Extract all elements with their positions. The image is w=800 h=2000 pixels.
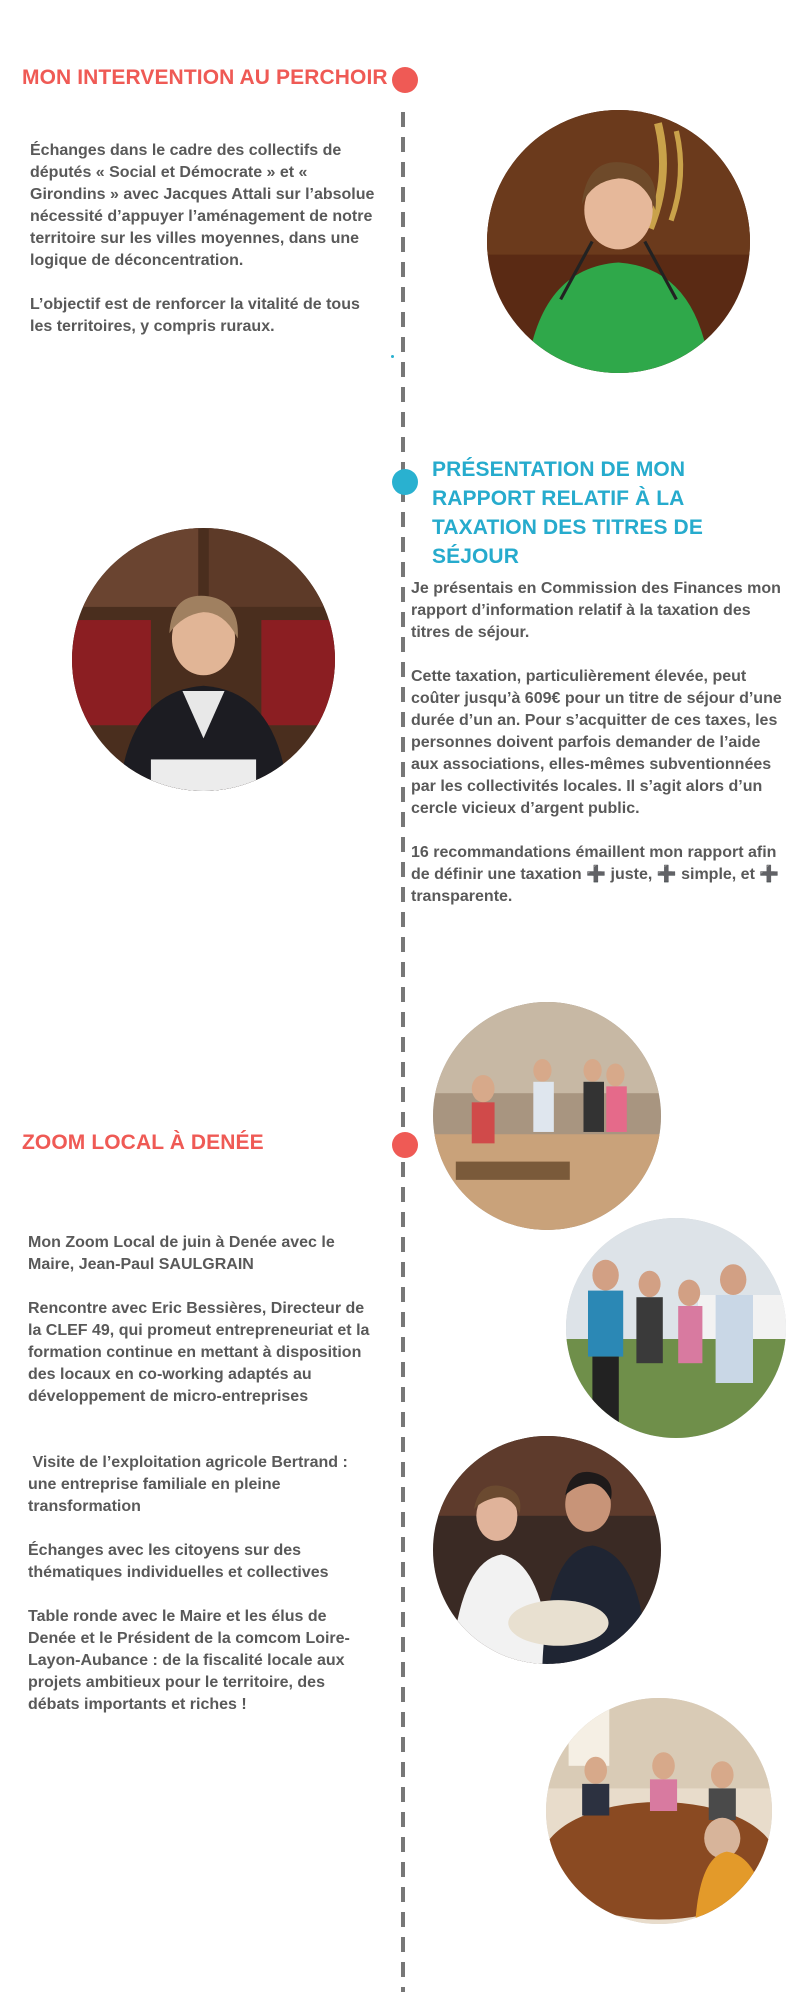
paragraph-rapport-3: 16 recommandations émaillent mon rapport afin de définir une taxation ➕ juste, ➕ simple, et ➕ transparente.: [411, 844, 780, 905]
paragraph-rapport-1: Je présentais en Commission des Finances mon rapport d’information relatif à la taxation des titres de séjour.: [411, 580, 781, 641]
paragraph-perchoir-2: L’objectif est de renforcer la vitalité de tous les territoires, y compris ruraux.: [30, 296, 360, 335]
section-title-perchoir: MON INTERVENTION AU PERCHOIR: [22, 66, 388, 89]
section-title-zoom: ZOOM LOCAL À DENÉE: [22, 1131, 264, 1154]
paragraph-zoom-4: Échanges avec les citoyens sur des thématiques individuelles et collectives: [28, 1542, 329, 1581]
photo-citizens-exchange: [433, 1436, 661, 1664]
paragraph-zoom-5: Table ronde avec le Maire et les élus de Denée et le Président de la comcom Loire-Layon-Aubance : de la fiscalité locale aux projets ambitieux pour le territoire, des débats importants et riches !: [28, 1608, 350, 1713]
timeline-dot-perchoir: [392, 67, 418, 93]
paragraph-zoom-1: Mon Zoom Local de juin à Denée avec le Maire, Jean-Paul SAULGRAIN: [28, 1234, 335, 1273]
paragraph-perchoir-1: Échanges dans le cadre des collectifs de députés « Social et Démocrate » et « Girondins » avec Jacques Attali sur l’absolue nécessité d’appuyer l’aménagement de notre territoire sur les villes moyennes, dans une logique de déconcentration.: [30, 142, 375, 269]
paragraph-rapport-2: Cette taxation, particulièrement élevée, peut coûter jusqu’à 609€ pour un titre de séjour d’une durée d’un an. Pour s’acquitter de ces taxes, les personnes doivent parfois demander de l’aide aux associations, elles-mêmes subventionnées par les collectivités locales. Il s’agit alors d’un cercle vicieux d’argent public.: [411, 668, 782, 817]
photo-workshop: [433, 1002, 661, 1230]
paragraph-zoom-2: Rencontre avec Eric Bessières, Directeur de la CLEF 49, qui promeut entrepreneuriat et la formation continue en mettant à disposition des locaux en co-working adaptés au développement de micro-entreprises: [28, 1300, 370, 1405]
section-title-rapport: PRÉSENTATION DE MON RAPPORT RELATIF À LA TAXATION DES TITRES DE SÉJOUR: [432, 458, 703, 568]
photo-perchoir-speech: [487, 110, 750, 373]
photo-round-table: [546, 1698, 772, 1924]
photo-commission-finances: [72, 528, 335, 791]
photo-farm-visit: [566, 1218, 786, 1438]
timeline-dot-rapport: [392, 469, 418, 495]
timeline-dot-zoom: [392, 1132, 418, 1158]
paragraph-zoom-3: Visite de l’exploitation agricole Bertrand : une entreprise familiale en pleine transformation: [28, 1454, 353, 1515]
decorative-dot: [391, 355, 394, 358]
timeline-line: [401, 112, 405, 1992]
